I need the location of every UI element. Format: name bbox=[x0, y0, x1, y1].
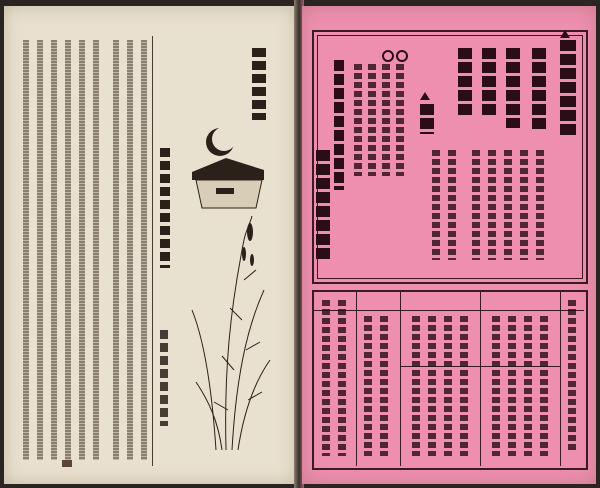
triangle-caret-icon bbox=[560, 30, 570, 38]
gourd-icon-2 bbox=[382, 50, 394, 62]
article-author bbox=[160, 330, 168, 426]
body-text-block-2 bbox=[108, 40, 148, 460]
page-number bbox=[62, 460, 72, 467]
gourd-icon-1 bbox=[396, 50, 408, 62]
ad-detail-1 bbox=[536, 150, 544, 260]
ad-detail-8 bbox=[396, 64, 404, 176]
ad-heading-5 bbox=[420, 104, 434, 134]
triangle-caret-icon-2 bbox=[420, 92, 430, 100]
ad-heading-3 bbox=[482, 48, 496, 118]
column-rule bbox=[152, 36, 153, 466]
rate-table-header bbox=[568, 300, 576, 450]
ad-detail-2 bbox=[520, 150, 528, 260]
ad-detail-4 bbox=[488, 150, 496, 260]
ad-detail-7 bbox=[432, 150, 440, 260]
ad-heading-2 bbox=[506, 48, 520, 128]
ad-notice bbox=[334, 60, 344, 190]
ad-detail-11 bbox=[354, 64, 362, 176]
article-title bbox=[160, 148, 170, 268]
ad-detail-6 bbox=[448, 150, 456, 260]
ad-heading-4 bbox=[458, 48, 472, 118]
illustration-landscape bbox=[186, 120, 272, 450]
ad-detail-9 bbox=[382, 64, 390, 176]
ad-detail-5 bbox=[472, 150, 480, 260]
ad-heading-1 bbox=[532, 48, 546, 132]
ad-contact bbox=[316, 150, 330, 262]
ad-detail-3 bbox=[504, 150, 512, 260]
body-text-block-1 bbox=[18, 40, 106, 460]
ad-detail-10 bbox=[368, 64, 376, 176]
ad-title bbox=[560, 40, 576, 136]
